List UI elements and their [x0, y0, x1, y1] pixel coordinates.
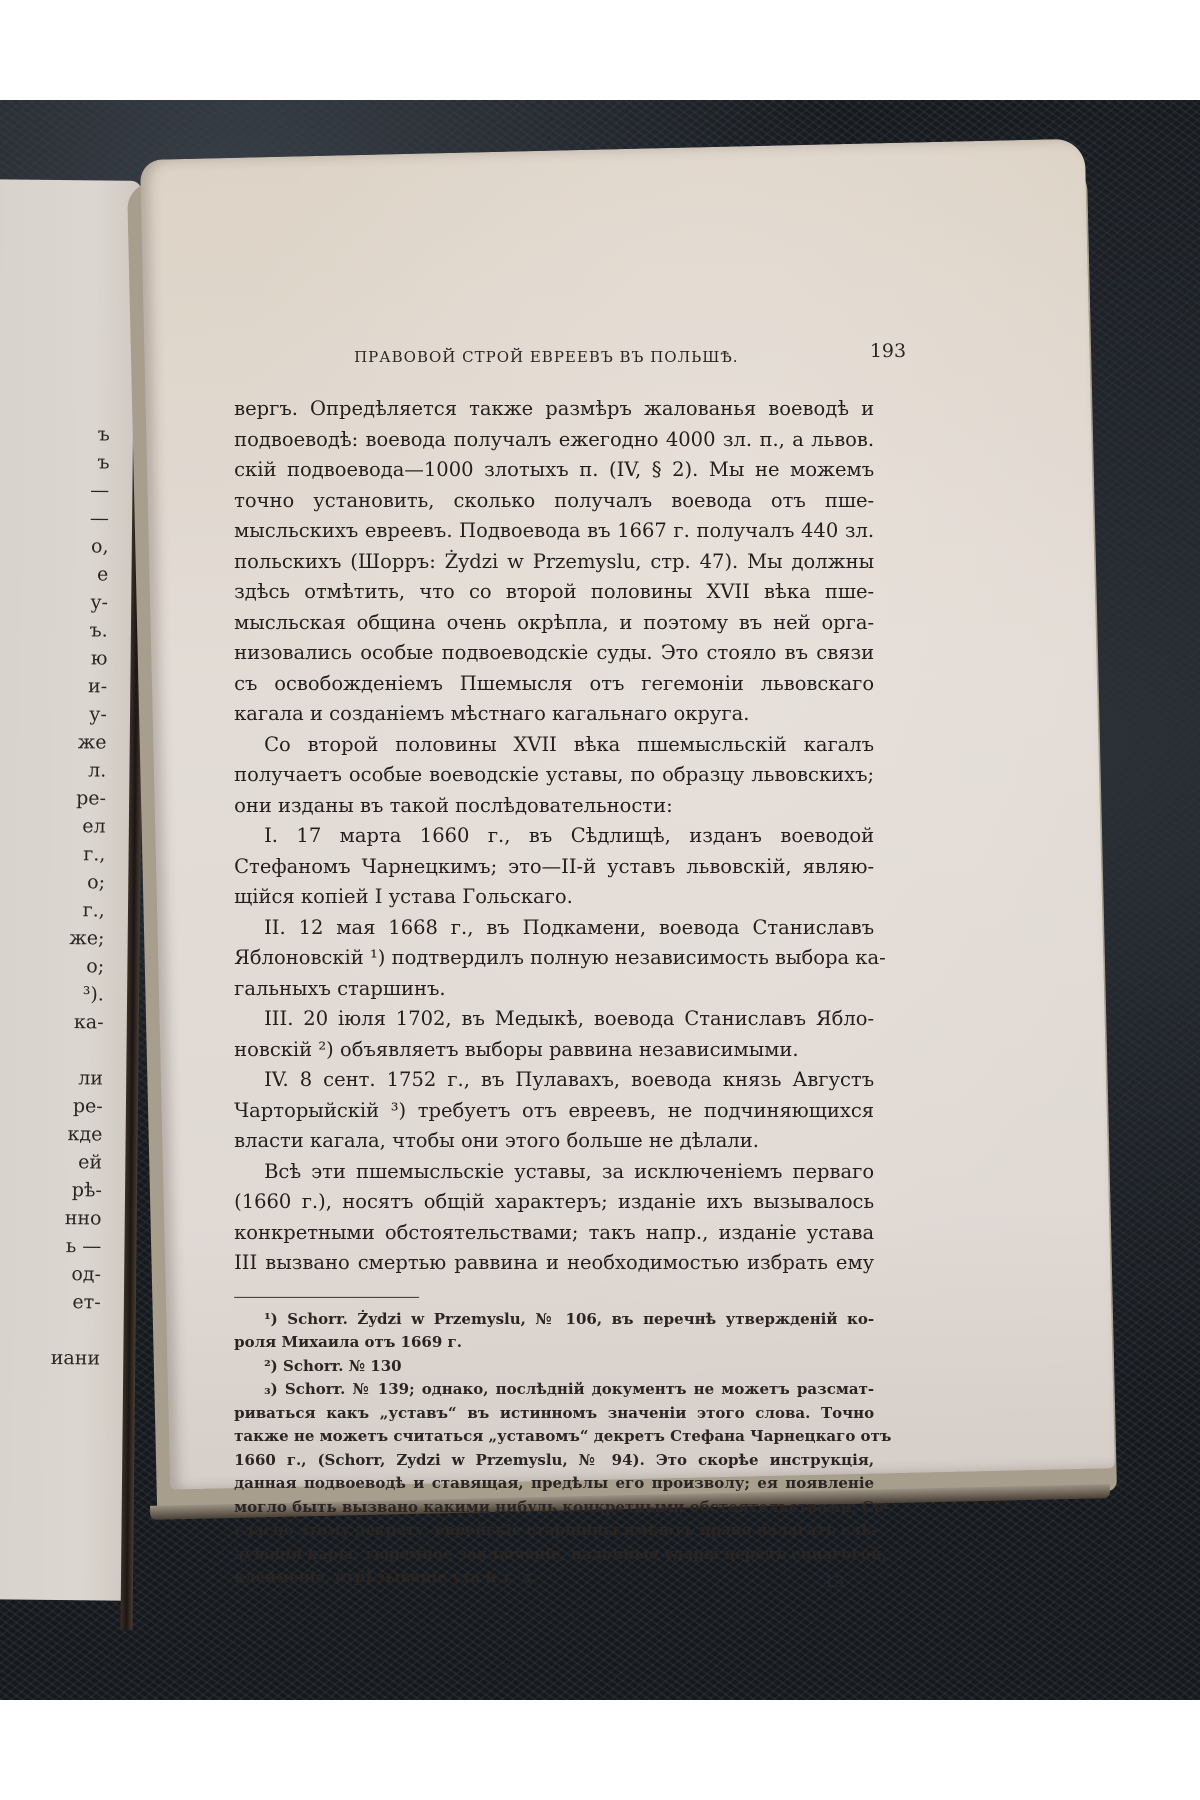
footnote-line: данная подвоеводѣ и ставящая, предѣлы его произволу; ея появленіе: [234, 1473, 875, 1492]
footnote-line: гласно этому декрету, еврейскіе старшины имѣютъ право налагать слѣ-: [234, 1520, 878, 1539]
body-line: новскій ²) объявляетъ выборы раввина независимыми.: [234, 1037, 799, 1061]
left-fragment: ли: [78, 1067, 104, 1090]
body-line: здѣсь отмѣтить, что со второй половины XVII вѣка пше-: [234, 579, 875, 603]
left-fragment: г.,: [83, 843, 106, 866]
left-fragment: ка-: [73, 1011, 104, 1034]
body-line: мысльскихъ евреевъ. Подвоевода въ 1667 г. получалъ 440 зл.: [234, 518, 875, 542]
left-fragment: [43, 1036, 103, 1065]
body-line: съ освобожденіемъ Пшемысля отъ гегемоніи львовскаго: [234, 671, 875, 695]
left-fragment: ь —: [65, 1235, 102, 1258]
left-fragment: рѣ-: [71, 1179, 102, 1202]
left-fragment: у-: [90, 591, 109, 614]
body-line: щійся копіей I устава Гольскаго.: [234, 884, 573, 908]
left-fragment: же;: [69, 927, 105, 950]
left-fragment: л.: [88, 759, 107, 782]
page-number: 193: [869, 339, 907, 362]
left-fragment: ³).: [82, 983, 105, 1006]
left-fragment: од-: [71, 1263, 102, 1286]
body-line: подвоеводѣ: воевода получалъ ежегодно 4000 зл. п., а львов.: [234, 427, 875, 451]
left-fragment: ъ.: [89, 619, 108, 642]
right-page: [140, 139, 1115, 1591]
footnote-line: дующія кары: тюремное заключеніе, палочные удары передъ синагогой,: [234, 1544, 887, 1563]
footnote-divider: [234, 1296, 419, 1297]
running-head: [234, 339, 907, 380]
body-line: Стефаномъ Чарнецкимъ; это—II-й уставъ львовскій, являю-: [234, 854, 875, 878]
body-line: вергъ. Опредѣляется также размѣръ жалованья воеводѣ и: [234, 396, 875, 420]
left-fragment: о,: [91, 535, 109, 558]
body-line: конкретными обстоятельствами; такъ напр., изданіе устава: [234, 1220, 875, 1244]
left-fragment: —: [90, 479, 110, 502]
left-fragment: ю: [90, 647, 108, 670]
body-line: мысльская община очень окрѣпла, и поэтому въ ней орга-: [234, 610, 875, 634]
left-fragment: иани: [50, 1346, 101, 1370]
body-line: Всѣ эти пшемысльскіе уставы, за исключеніемъ перваго: [264, 1159, 875, 1183]
left-fragment: ре-: [76, 787, 107, 810]
footnote-line: также не можетъ считаться „уставомъ“ декретъ Стефана Чарнецкаго отъ: [234, 1426, 892, 1445]
left-fragment: ел: [82, 815, 106, 838]
footnote-line: риваться какъ „уставъ“ въ истинномъ значеніи этого слова. Точно: [234, 1403, 875, 1422]
footnote-line: ²) Schorr. № 130: [264, 1356, 402, 1375]
left-fragment: кде: [67, 1123, 103, 1146]
footnotes: [234, 1307, 892, 1589]
body-line: низовались особые подвоеводскіе суды. Это стояло въ связи: [234, 640, 875, 664]
body-line: они изданы въ такой послѣдовательности:: [234, 793, 673, 817]
running-title: ПРАВОВОЙ СТРОЙ ЕВРЕЕВЪ ВЪ ПОЛЬШѢ.: [354, 347, 739, 366]
footnote-line: могло быть вызвано какими нибудь конкретными обстоятельствами. Со-: [234, 1497, 891, 1516]
photo-background: [0, 100, 1200, 1700]
body-line: власти кагала, чтобы они этого больше не дѣлали.: [234, 1128, 759, 1152]
left-fragment: нно: [64, 1207, 102, 1230]
body-line: Со второй половины XVII вѣка пшемысльскій кагалъ: [264, 732, 875, 756]
body-line: скій подвоевода—1000 злотыхъ п. (IV, § 2). Мы не можемъ: [234, 457, 875, 481]
left-fragment: о;: [87, 871, 106, 894]
footnote-line: ¹) Schorr. Żydzi w Przemyslu, № 106, въ перечнѣ утвержденій ко-: [264, 1309, 875, 1328]
left-fragment: ъ: [97, 451, 110, 474]
body-line: гальныхъ старшинъ.: [234, 976, 446, 1000]
body-line: III. 20 іюля 1702, въ Медыкѣ, воевода Станиславъ Яблo-: [264, 1006, 875, 1030]
left-fragment: ъ: [97, 423, 110, 446]
body-line: польскихъ (Шорръ: Żydzi w Przemyslu, стр. 47). Мы должны: [234, 549, 875, 573]
body-line: Яблоновскій ¹) подтвердилъ полную независимость выбора ка-: [234, 945, 886, 969]
body-line: Чарторыйскій ³) требуетъ отъ евреевъ, не подчиняющихся: [234, 1098, 875, 1122]
left-fragment: у-: [89, 703, 107, 726]
body-text: [234, 394, 886, 1279]
left-fragment: г.,: [82, 899, 105, 922]
left-fragment: [40, 1316, 100, 1345]
body-line: I. 17 марта 1660 г., въ Сѣдлищѣ, изданъ воеводой: [264, 823, 875, 847]
left-fragment: ей: [78, 1151, 103, 1174]
left-page-text-fragments: [40, 420, 110, 1373]
left-fragment: ет-: [72, 1291, 101, 1314]
signature-mark: 13: [824, 1571, 845, 1591]
footnote-line: роля Михаила отъ 1669 г.: [234, 1332, 462, 1351]
left-fragment: —: [89, 507, 110, 530]
body-line: получаетъ особые воеводскіе уставы, по образцу львовскихъ;: [234, 762, 875, 786]
body-line: III вызвано смертью раввина и необходимостью избрать ему: [234, 1250, 875, 1274]
left-fragment: же: [77, 731, 107, 754]
body-line: точно установить, сколько получалъ воевода отъ пше-: [234, 488, 875, 512]
left-fragment: е: [96, 563, 109, 586]
body-line: (1660 г.), носятъ общій характеръ; изданіе ихъ вызывалось: [234, 1189, 875, 1213]
left-page: [0, 179, 142, 1601]
left-fragment: и-: [87, 675, 108, 698]
left-fragment: ре-: [72, 1095, 103, 1118]
footnote-line: ₃) Schorr. № 139; однако, послѣдній документъ не можетъ разсмат-: [264, 1379, 875, 1398]
body-line: кагала и созданіемъ мѣстнаго кагальнаго округа.: [234, 701, 750, 725]
page-content: [234, 339, 907, 1591]
left-fragment: о;: [86, 955, 105, 978]
footnote-line: 1660 г., (Schorr, Zydzi w Przemyslu, № 94). Это скорѣе инструкція,: [234, 1450, 875, 1469]
footnote-line: клейменіе, отрѣзываніе уха и т. д.: [234, 1567, 537, 1586]
body-line: II. 12 мая 1668 г., въ Подкамени, воевода Станиславъ: [264, 915, 875, 939]
body-line: IV. 8 сент. 1752 г., въ Пулавахъ, воевода князь Августъ: [264, 1067, 875, 1091]
